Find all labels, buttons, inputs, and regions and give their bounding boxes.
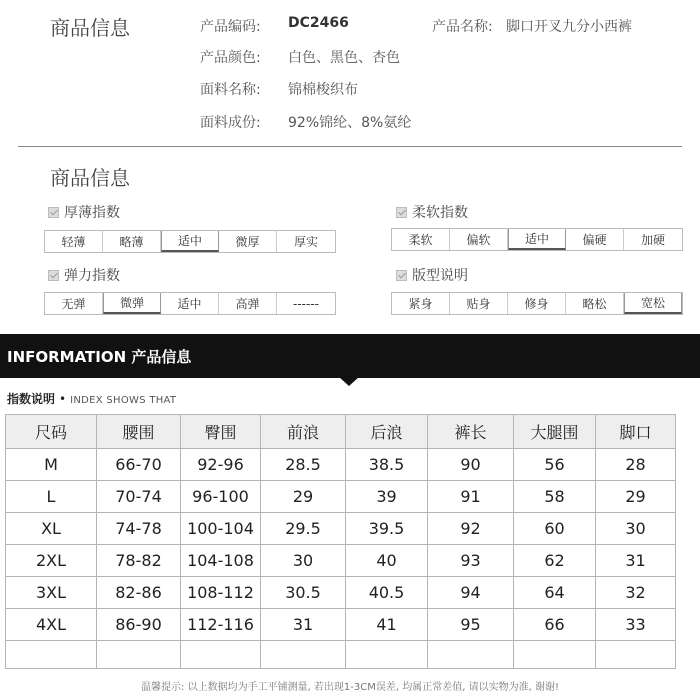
table-cell-empty [261,641,346,669]
table-cell-empty [428,641,514,669]
checkbox-icon [396,207,407,218]
table-cell-empty [181,641,261,669]
table-cell: 39.5 [346,513,428,545]
section-divider [18,146,682,147]
table-header-cell: 大腿围 [514,415,596,449]
table-cell: 29 [596,481,676,513]
fit-option-selected: 宽松 [624,293,682,314]
table-header-cell: 前浪 [261,415,346,449]
table-cell-empty [596,641,676,669]
table-cell: L [6,481,97,513]
table-row [6,513,676,545]
elasticity-option: 高弹 [219,293,277,314]
table-header-cell: 后浪 [346,415,428,449]
softness-option: 偏硬 [566,229,624,250]
table-cell: 92-96 [181,449,261,481]
softness-option: 加硬 [640,233,665,247]
table-header-row [6,415,676,449]
index-note-zh: 指数说明 [7,392,56,406]
color-label: 产品颜色: [200,50,261,66]
fit-option: 紧身 [392,293,450,314]
softness-option-selected: 适中 [508,229,566,250]
table-header-cell: 臀围 [181,415,261,449]
bullet-icon: • [59,392,67,406]
elasticity-option: ------ [293,296,319,311]
table-cell: 31 [261,609,346,641]
table-cell: 74-78 [97,513,181,545]
information-bar-title: INFORMATION 产品信息 [7,348,192,366]
thickness-option: 轻薄 [45,231,103,252]
index-note-en: INDEX SHOWS THAT [70,395,177,406]
fit-option: 修身 [508,293,566,314]
softness-option: 柔软 [392,229,450,250]
thickness-option: 微厚 [219,231,277,252]
table-cell: 96-100 [181,481,261,513]
fit-option: 贴身 [450,293,508,314]
table-header-cell: 裤长 [428,415,514,449]
thickness-option: 厚实 [293,235,318,249]
checkbox-icon [396,270,407,281]
table-row [6,609,676,641]
fit-header [396,265,468,285]
table-cell: 40.5 [346,577,428,609]
thickness-option-selected: 适中 [161,231,219,252]
table-cell: 78-82 [97,545,181,577]
table-cell: 29 [261,481,346,513]
thickness-header [48,202,120,222]
table-cell: 64 [514,577,596,609]
table-cell: 40 [346,545,428,577]
table-cell: 30.5 [261,577,346,609]
attributes-title: 商品信息 [50,166,130,190]
elasticity-options [44,292,336,315]
checkbox-icon [48,270,59,281]
code-label: 产品编码: [200,19,261,35]
table-row [6,481,676,513]
table-cell: 112-116 [181,609,261,641]
table-cell: 28.5 [261,449,346,481]
elasticity-option-selected: 微弹 [103,293,161,314]
table-row [6,577,676,609]
table-header-cell: 腰围 [97,415,181,449]
size-table [5,414,676,669]
table-cell: 66-70 [97,449,181,481]
table-cell: M [6,449,97,481]
table-cell: 70-74 [97,481,181,513]
composition-value: 92%锦纶、8%氨纶 [288,115,412,131]
checkbox-icon [48,207,59,218]
table-cell-empty [6,641,97,669]
table-cell: 108-112 [181,577,261,609]
table-cell: 2XL [6,545,97,577]
table-header-cell: 脚口 [596,415,676,449]
table-cell: 94 [428,577,514,609]
table-cell: XL [6,513,97,545]
index-note [7,390,176,407]
table-cell: 91 [428,481,514,513]
table-cell: 66 [514,609,596,641]
table-cell: 30 [596,513,676,545]
table-row [6,449,676,481]
table-cell: 93 [428,545,514,577]
table-cell: 82-86 [97,577,181,609]
table-cell: 58 [514,481,596,513]
softness-options [391,228,683,251]
table-cell: 31 [596,545,676,577]
table-cell-empty [346,641,428,669]
elasticity-label: 弹力指数 [64,268,120,284]
composition-label: 面料成份: [200,115,261,131]
footer-note: 温馨提示: 以上数据均为手工平铺测量, 若出现1-3CM误差, 均属正常差值, 请以实物为准, 谢谢! [141,682,559,693]
table-cell: 104-108 [181,545,261,577]
table-cell: 29.5 [261,513,346,545]
table-row-empty [6,641,676,669]
information-bar [0,334,700,378]
product-info-title: 商品信息 [50,16,130,40]
thickness-label: 厚薄指数 [64,205,120,221]
table-cell: 41 [346,609,428,641]
table-cell: 28 [596,449,676,481]
table-cell: 33 [596,609,676,641]
table-cell: 62 [514,545,596,577]
fabric-value: 锦棉梭织布 [288,82,358,98]
down-arrow-icon [339,377,359,386]
elasticity-header [48,265,120,285]
table-row [6,545,676,577]
table-cell: 56 [514,449,596,481]
elasticity-option: 适中 [161,293,219,314]
table-cell-empty [514,641,596,669]
table-cell-empty [97,641,181,669]
name-value: 脚口开叉九分小西裤 [506,19,632,35]
fit-label: 版型说明 [412,268,468,284]
table-cell: 95 [428,609,514,641]
table-cell: 90 [428,449,514,481]
thickness-option: 略薄 [103,231,161,252]
table-cell: 39 [346,481,428,513]
code-value: DC2466 [288,15,349,31]
table-cell: 3XL [6,577,97,609]
table-cell: 60 [514,513,596,545]
fit-option: 略松 [566,293,624,314]
table-cell: 86-90 [97,609,181,641]
table-cell: 4XL [6,609,97,641]
table-cell: 30 [261,545,346,577]
color-value: 白色、黑色、杏色 [288,50,400,66]
table-cell: 100-104 [181,513,261,545]
table-cell: 92 [428,513,514,545]
table-header-cell: 尺码 [6,415,97,449]
fabric-label: 面料名称: [200,82,261,98]
softness-label: 柔软指数 [412,205,468,221]
elasticity-option: 无弹 [45,293,103,314]
thickness-options [44,230,336,253]
softness-header [396,202,468,222]
name-label: 产品名称: [432,19,493,35]
table-cell: 32 [596,577,676,609]
fit-options [391,292,683,315]
softness-option: 偏软 [450,229,508,250]
table-cell: 38.5 [346,449,428,481]
